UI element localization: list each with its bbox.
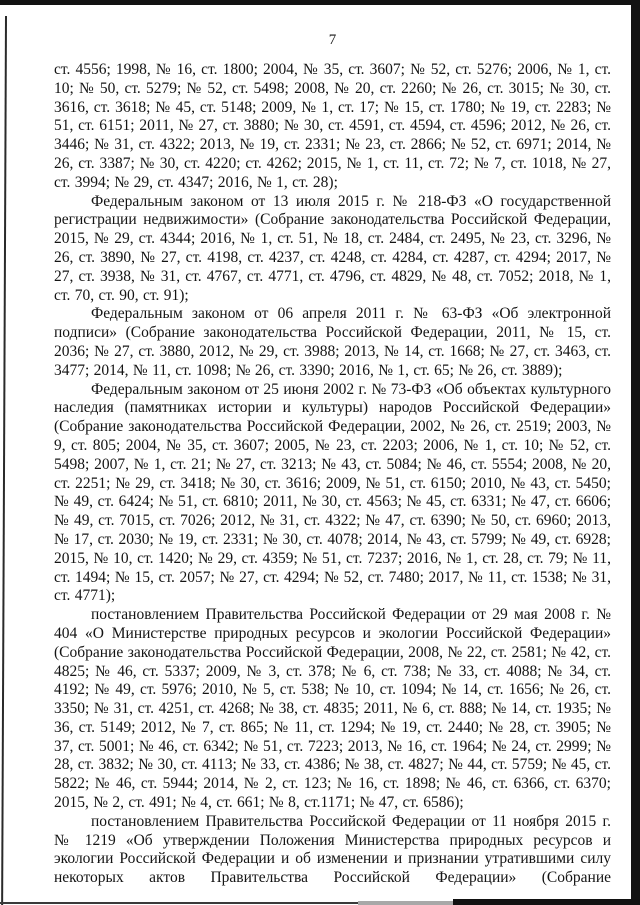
paragraph-amendments-continuation: ст. 4556; 1998, № 16, ст. 1800; 2004, № 35, ст. 3607; № 52, ст. 5276; 2006, № 1, ст. 10; № 50, ст. 5279; № 52, ст. 5498; 2008, № 20, ст. 2260; № 26, ст. 3015; № 30, ст. 3616, ст. 3618; № 45, ст. 5148; 2009, № 1, ст. 17; № 15, ст. 1780; № 19, ст. 2283; № 51, ст. 6151; 2011, № 27, ст. 3880; № 30, ст. 4591, ст. 4594, ст. 4596; 2012, № 26, ст. 3446; № 31, ст. 4322; 2013, № 19, ст. 2331; № 23, ст. 2866; № 52, ст. 6971; 2014, № 26, ст. 3387; № 30, ст. 4220; ст. 4262; 2015, № 1, ст. 11, ст. 72; № 7, ст. 1018, № 27, ст. 3994; № 29, ст. 4347; 2016, № 1, ст. 28); <box>54 61 611 191</box>
body-text <box>54 61 611 888</box>
paragraph-decree-404: постановлением Правительства Российской Федерации от 29 мая 2008 г. № 404 «О Министерстве природных ресурсов и экологии Российской Федерации» (Собрание законодательства Российской Федерации, 2008, № 22, ст. 2581; № 42, ст. 4825; № 46, ст. 5337; 2009, № 3, ст. 378; № 6, ст. 738; № 33, ст. 4088; № 34, ст. 4192; № 49, ст. 5976; 2010, № 5, ст. 538; № 10, ст. 1094; № 14, ст. 1656; № 26, ст. 3350; № 31, ст. 4251, ст. 4268; № 38, ст. 4835; 2011, № 6, ст. 888; № 14, ст. 1935; № 36, ст. 5149; 2012, № 7, ст. 865; № 11, ст. 1294; № 19, ст. 2440; № 28, ст. 3905; № 37, ст. 5001; № 46, ст. 6342; № 51, ст. 7223; 2013, № 16, ст. 1964; № 24, ст. 2999; № 28, ст. 3832; № 30, ст. 4113; № 33, ст. 4386; № 38, ст. 4827; № 44, ст. 5759; № 45, ст. 5822; № 46, ст. 5944; 2014, № 2, ст. 123; № 16, ст. 1898; № 46, ст. 6366, ст. 6370; 2015, № 2, ст. 491; № 4, ст. 661; № 8, ст.1171; № 47, ст. 6586); <box>54 606 611 812</box>
page-number: 7 <box>328 32 337 48</box>
paragraph-decree-1219: постановлением Правительства Российской Федерации от 11 ноября 2015 г. № 1219 «Об утверждении Положения Министерства природных ресурсов и экологии Российской Федерации и об изменении и признании утратившими силу некоторых актов Правительства Российской Федерации» (Собрание <box>54 812 611 887</box>
scan-border-bottom-left <box>0 902 358 904</box>
scan-border-top <box>0 0 640 5</box>
paragraph-law-218-fz: Федеральным законом от 13 июля 2015 г. № 218-ФЗ «О государственной регистрации недвижимости» (Собрание законодательства Российской Федерации, 2015, № 29, ст. 4344; 2016, № 1, ст. 51, № 18, ст. 2484, ст. 2495, № 23, ст. 3296, № 26, ст. 3890, № 27, ст. 4198, ст. 4237, ст. 4248, ст. 4284, ст. 4287, ст. 4294; 2017, № 27, ст. 3938, № 31, ст. 4767, ст. 4771, ст. 4796, ст. 4829, № 48, ст. 7052; 2018, № 1, ст. 70, ст. 90, ст. 91); <box>54 192 611 304</box>
scan-border-left <box>1 16 7 905</box>
page-content <box>54 31 611 888</box>
paragraph-law-73-fz: Федеральным законом от 25 июня 2002 г. № 73-ФЗ «Об объектах культурного наследия (памятниках истории и культуры) народов Российской Федерации» (Собрание законодательства Российской Федерации, 2002, № 26, ст. 2519; 2003, № 9, ст. 805; 2004, № 35, ст. 3607; 2005, № 23, ст. 2203; 2006, № 1, ст. 10; № 52, ст. 5498; 2007, № 1, ст. 21; № 27, ст. 3213; № 43, ст. 5084; № 46, ст. 5554; 2008, № 20, ст. 2251; № 29, ст. 3418; № 30, ст. 3616; 2009, № 51, ст. 6150; 2010, № 43, ст. 5450; № 49, ст. 6424; № 51, ст. 6810; 2011, № 30, ст. 4563; № 45, ст. 6331; № 47, ст. 6606; № 49, ст. 7015, ст. 7026; 2012, № 31, ст. 4322; № 47, ст. 6390; № 50, ст. 6960; 2013, № 17, ст. 2030; № 19, ст. 2331; № 30, ст. 4078; 2014, № 43, ст. 5799; № 49, ст. 6928; 2015, № 10, ст. 1420; № 29, ст. 4359; № 51, ст. 7237; 2016, № 1, ст. 28, ст. 79; № 11, ст. 1494; № 15, ст. 2057; № 27, ст. 4294; № 52, ст. 7480; 2017, № 11, ст. 1538; № 31, ст. 4771); <box>54 380 611 605</box>
scan-border-right <box>631 0 640 905</box>
scan-border-bottom-mid <box>358 901 453 905</box>
scan-border-bottom-right <box>453 899 640 905</box>
paragraph-law-63-fz: Федеральным законом от 06 апреля 2011 г. № 63-ФЗ «Об электронной подписи» (Собрание законодательства Российской Федерации, 2011, № 15, ст. 2036; № 27, ст. 3880, 2012, № 29, ст. 3988; 2013, № 14, ст. 1668; № 27, ст. 3463, ст. 3477; 2014, № 11, ст. 1098; № 26, ст. 3390; 2016, № 1, ст. 65; № 26, ст. 3889); <box>54 305 611 379</box>
